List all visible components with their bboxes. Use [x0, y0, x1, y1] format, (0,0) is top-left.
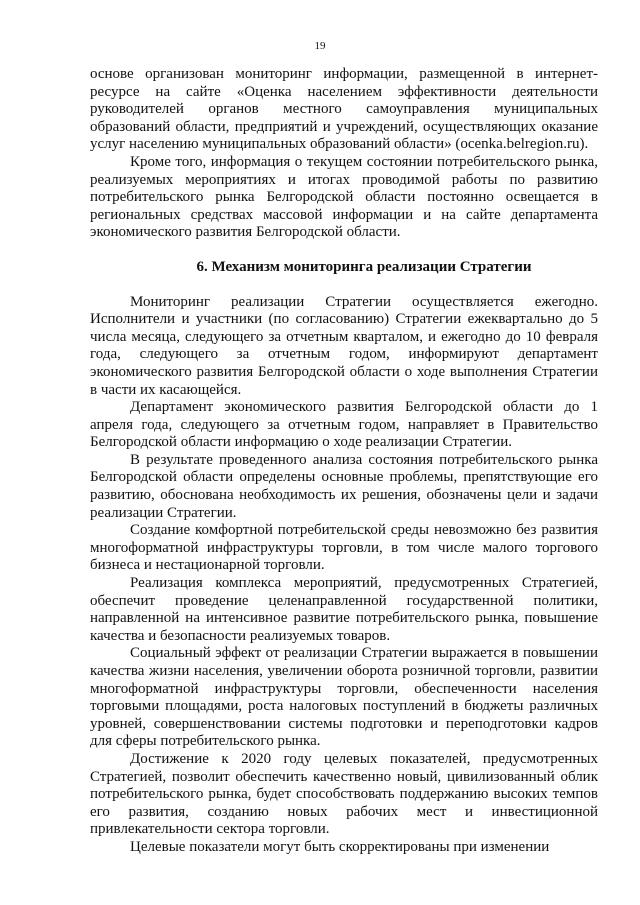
paragraph: Мониторинг реализации Стратегии осуществляется ежегодно. Исполнители и участники (по согласованию) Стратегии ежеквартально до 5 числа месяца, следующего за отчетным кварталом, и ежегодно до 10 февраля года, следующего за отчетным годом, информируют департамент экономического развития Белгородской области о ходе выполнения Стратегии в части их касающейся. [90, 293, 598, 398]
paragraph-continued: основе организован мониторинг информации, размещенной в интернет-ресурсе на сайте «Оценка населением эффективности деятельности руководителей органов местного самоуправления муниципальных образований области, предприятий и учреждений, осуществляющих оказание услуг населению муниципальных образований области» (ocenka.belregion.ru). [90, 66, 598, 153]
section-heading: 6. Механизм мониторинга реализации Стратегии [196, 258, 532, 275]
paragraph: Создание комфортной потребительской среды невозможно без развития многоформатной инфраструктуры торговли, в том числе малого торгового бизнеса и нестационарной торговли. [90, 522, 598, 574]
paragraph: В результате проведенного анализа состояния потребительского рынка Белгородской области определены основные проблемы, препятствующие его развитию, обоснована необходимость их решения, обозначены цели и задачи реализации Стратегии. [90, 451, 598, 521]
paragraph: Департамент экономического развития Белгородской области до 1 апреля года, следующего за отчетным годом, направляет в Правительство Белгородской области информацию о ходе реализации Стратегии. [90, 399, 598, 451]
paragraph: Достижение к 2020 году целевых показателей, предусмотренных Стратегией, позволит обеспечить качественно новый, цивилизованный облик потребительского рынка, будет способствовать поддержанию высоких темпов его развития, созданию новых рабочих мест и инвестиционной привлекательности сектора торговли. [90, 750, 598, 838]
paragraph: Реализация комплекса мероприятий, предусмотренных Стратегией, обеспечит проведение целенаправленной государственной политики, направленной на интенсивное развитие потребительского рынка, повышение качества и безопасности реализуемых товаров. [90, 575, 598, 644]
document-body [90, 66, 598, 857]
page-number: 19 [314, 40, 326, 52]
paragraph: Социальный эффект от реализации Стратегии выражается в повышении качества жизни населения, увеличении оборота розничной торговли, развитии многоформатной инфраструктуры торговли, обеспеченности населения торговыми площадями, роста налоговых поступлений в бюджеты различных уровней, совершенствовании системы подготовки и переподготовки кадров для сферы потребительского рынка. [90, 645, 598, 750]
paragraph: Целевые показатели могут быть скорректированы при изменении [130, 838, 550, 855]
paragraph: Кроме того, информация о текущем состоянии потребительского рынка, реализуемых мероприятиях и итогах проводимой работы по развитию потребительского рынка Белгородской области постоянно освещается в региональных средствах массовой информации и на сайте департамента экономического развития Белгородской области. [90, 153, 598, 241]
